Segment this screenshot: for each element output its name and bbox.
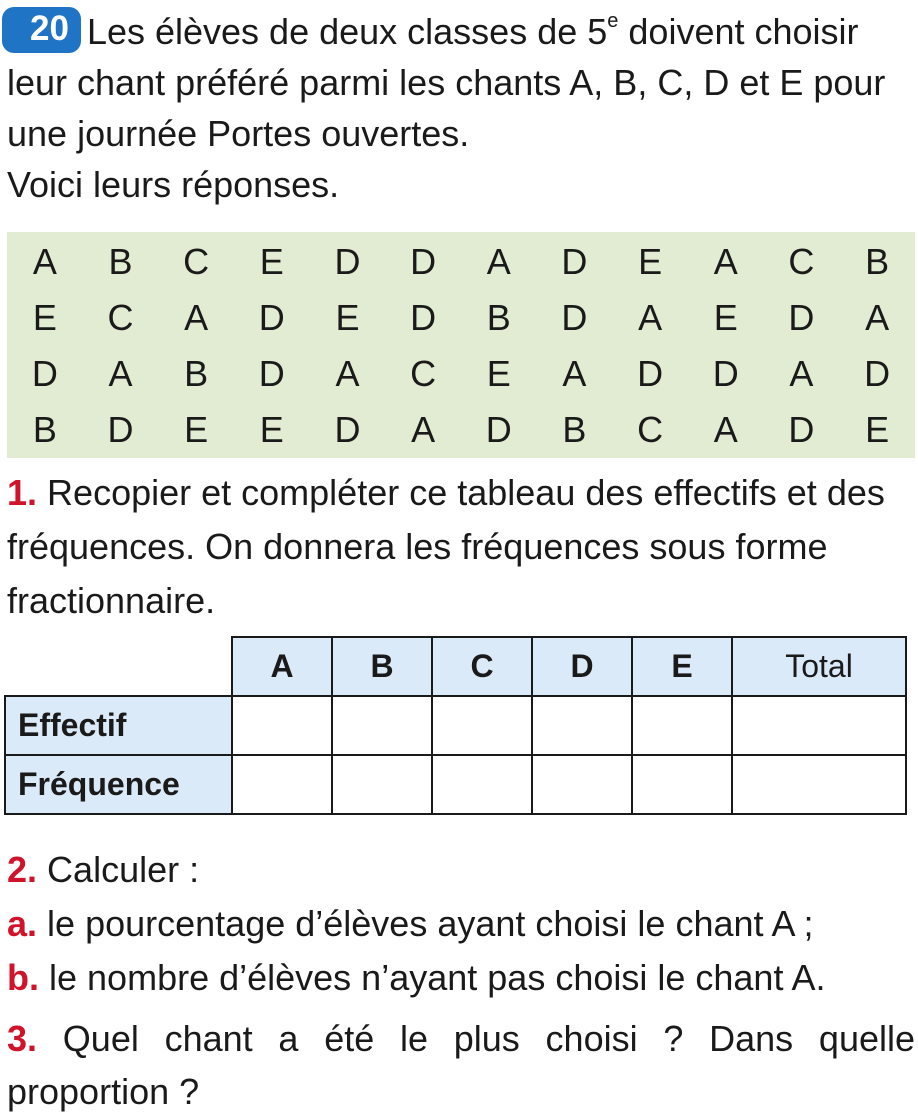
grid-cell: A bbox=[865, 297, 890, 338]
question-2-number: 2. bbox=[7, 849, 38, 890]
grid-cell: C bbox=[410, 353, 437, 394]
grid-cell: B bbox=[184, 353, 209, 394]
grid-cell: A bbox=[486, 241, 511, 282]
intro-superscript: e bbox=[607, 10, 619, 32]
row-label-effectif: Effectif bbox=[5, 696, 232, 755]
table-header-a: A bbox=[232, 637, 332, 696]
grid-cell: D bbox=[258, 353, 285, 394]
grid-cell: B bbox=[108, 241, 133, 282]
grid-cell: A bbox=[713, 409, 738, 450]
table-cell bbox=[432, 755, 532, 814]
intro-text-pre: Les élèves de deux classes de 5 bbox=[86, 11, 608, 52]
grid-cell: C bbox=[183, 241, 210, 282]
grid-row bbox=[7, 402, 915, 458]
grid-cell: E bbox=[865, 409, 890, 450]
responses-grid bbox=[7, 232, 915, 458]
intro-responses-line: Voici leurs réponses. bbox=[7, 164, 340, 205]
exercise-number-badge: 20 bbox=[2, 7, 81, 53]
grid-cell: A bbox=[713, 241, 738, 282]
table-cell bbox=[332, 755, 432, 814]
grid-cell: C bbox=[107, 297, 134, 338]
grid-cell: D bbox=[788, 409, 815, 450]
table-corner bbox=[5, 637, 232, 696]
grid-cell: E bbox=[638, 241, 663, 282]
row-label-frequence: Fréquence bbox=[5, 755, 232, 814]
grid-cell: D bbox=[788, 297, 815, 338]
table-header-d: D bbox=[532, 637, 632, 696]
question-2b-text: le nombre d’élèves n’ayant pas choisi le chant A. bbox=[49, 957, 826, 998]
intro-text-post: doivent choisir leur chant préféré parmi les chants A, B, C, D et E pour une journée Portes ouvertes. bbox=[7, 11, 886, 154]
grid-cell: A bbox=[638, 297, 663, 338]
question-1-number: 1. bbox=[7, 472, 38, 513]
grid-cell: D bbox=[712, 353, 739, 394]
question-1 bbox=[7, 466, 915, 628]
grid-cell: B bbox=[562, 409, 587, 450]
grid-cell: D bbox=[561, 297, 588, 338]
grid-cell: B bbox=[486, 297, 511, 338]
grid-row bbox=[7, 290, 915, 346]
grid-cell: D bbox=[410, 241, 437, 282]
grid-cell: C bbox=[788, 241, 815, 282]
exercise-intro bbox=[7, 6, 912, 210]
grid-cell: D bbox=[637, 353, 664, 394]
frequency-table bbox=[4, 636, 907, 815]
table-header-e: E bbox=[632, 637, 732, 696]
table-header-total: Total bbox=[732, 637, 906, 696]
grid-cell: E bbox=[713, 297, 738, 338]
grid-cell: D bbox=[334, 409, 361, 450]
grid-cell: E bbox=[32, 297, 57, 338]
grid-cell: A bbox=[335, 353, 360, 394]
grid-cell: D bbox=[31, 353, 58, 394]
grid-cell: A bbox=[32, 241, 57, 282]
table-cell bbox=[532, 755, 632, 814]
grid-cell: E bbox=[184, 409, 209, 450]
question-2-text: Calculer : bbox=[47, 849, 200, 890]
grid-cell: D bbox=[864, 353, 891, 394]
grid-row bbox=[7, 346, 915, 402]
table-cell bbox=[732, 755, 906, 814]
grid-cell: D bbox=[410, 297, 437, 338]
table-cell bbox=[332, 696, 432, 755]
question-2 bbox=[7, 843, 915, 1005]
grid-cell: E bbox=[259, 241, 284, 282]
table-row bbox=[5, 755, 906, 814]
question-2a-text: le pourcentage d’élèves ayant choisi le chant A ; bbox=[47, 903, 814, 944]
grid-cell: A bbox=[184, 297, 209, 338]
grid-cell: B bbox=[32, 409, 57, 450]
responses-grid-body bbox=[7, 234, 915, 458]
question-1-text: Recopier et compléter ce tableau des effectifs et des fréquences. On donnera les fréquences sous forme fractionnaire. bbox=[7, 472, 885, 621]
table-cell bbox=[632, 696, 732, 755]
grid-cell: D bbox=[258, 297, 285, 338]
grid-cell: C bbox=[637, 409, 664, 450]
grid-cell: D bbox=[561, 241, 588, 282]
grid-cell: D bbox=[485, 409, 512, 450]
table-header-b: B bbox=[332, 637, 432, 696]
table-header-c: C bbox=[432, 637, 532, 696]
table-cell bbox=[232, 696, 332, 755]
grid-cell: D bbox=[107, 409, 134, 450]
question-3-number: 3. bbox=[7, 1018, 38, 1059]
table-cell bbox=[532, 696, 632, 755]
grid-cell: A bbox=[411, 409, 436, 450]
table-cell bbox=[432, 696, 532, 755]
question-3 bbox=[7, 1012, 915, 1118]
grid-cell: E bbox=[259, 409, 284, 450]
table-header-row bbox=[5, 637, 906, 696]
table-row bbox=[5, 696, 906, 755]
grid-cell: B bbox=[865, 241, 890, 282]
grid-cell: A bbox=[108, 353, 133, 394]
grid-cell: A bbox=[562, 353, 587, 394]
grid-cell: E bbox=[335, 297, 360, 338]
grid-row bbox=[7, 234, 915, 290]
table-cell bbox=[232, 755, 332, 814]
question-2b-label: b. bbox=[7, 957, 39, 998]
grid-cell: E bbox=[486, 353, 511, 394]
table-cell bbox=[632, 755, 732, 814]
question-2a-label: a. bbox=[7, 903, 38, 944]
grid-cell: D bbox=[334, 241, 361, 282]
grid-cell: A bbox=[789, 353, 814, 394]
table-cell bbox=[732, 696, 906, 755]
question-3-text: Quel chant a été le plus choisi ? Dans quelle proportion ? bbox=[7, 1018, 915, 1112]
